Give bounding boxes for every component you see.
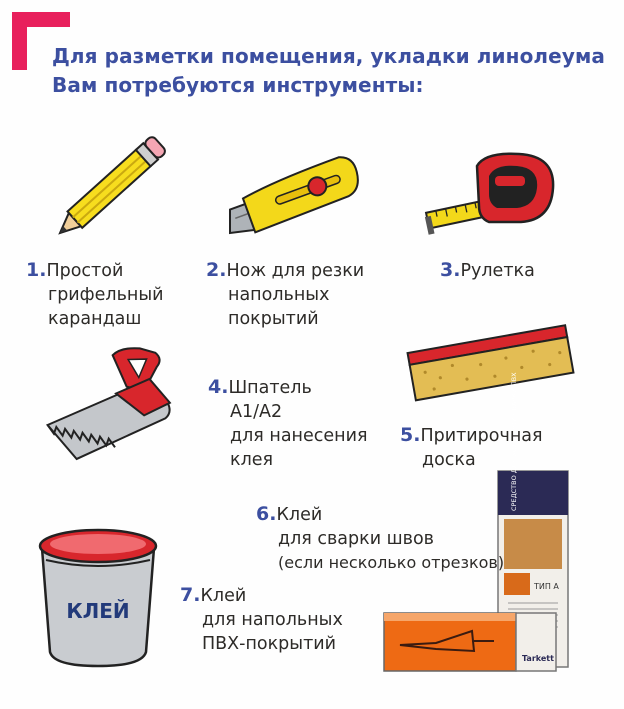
bucket-label: КЛЕЙ <box>66 599 130 623</box>
package-brand: Tarkett <box>522 654 554 663</box>
item-6-line-3: (если несколько отрезков) <box>278 553 505 572</box>
item-7-floor-glue <box>180 583 343 656</box>
item-5-line-2: доска <box>422 450 476 470</box>
item-2-line-2: напольных <box>228 285 330 305</box>
item-7-line-3: ПВХ-покрытий <box>202 634 337 654</box>
item-2-number: 2. <box>206 259 227 281</box>
title-line-1: Для разметки помещения, укладки линолеума <box>52 44 606 68</box>
item-7-line-2: для напольных <box>202 610 343 630</box>
item-6-line-1: Клей <box>276 505 323 525</box>
item-3-line-1: Рулетка <box>460 261 535 281</box>
item-6-number: 6. <box>256 503 277 525</box>
glue-bucket-illustration <box>34 520 164 670</box>
package-box-text: СРЕДСТВО ДЛЯ ХОЛОДНОЙ СВАРКИ ПВХ <box>510 372 518 511</box>
item-6-line-2: для сварки швов <box>278 529 434 549</box>
item-1-line-1: Простой <box>46 261 124 281</box>
item-3-number: 3. <box>440 259 461 281</box>
title-line-2: Вам потребуются инструменты: <box>52 73 424 97</box>
item-5-number: 5. <box>400 424 421 446</box>
pencil-illustration <box>50 145 168 245</box>
item-5-line-1: Притирочная <box>420 426 543 446</box>
knife-illustration <box>222 145 372 245</box>
item-3-tape <box>440 258 535 283</box>
float-board-illustration <box>404 315 574 405</box>
item-1-number: 1. <box>26 259 47 281</box>
item-2-line-3: покрытий <box>228 309 319 329</box>
item-4-number: 4. <box>208 376 229 398</box>
page-title <box>52 42 612 100</box>
notched-trowel-illustration <box>36 350 196 460</box>
item-7-number: 7. <box>180 584 201 606</box>
item-2-line-1: Нож для резки <box>226 261 365 281</box>
item-1-pencil <box>26 258 164 331</box>
item-7-line-1: Клей <box>200 586 247 606</box>
item-1-line-2: грифельный <box>48 285 164 305</box>
item-4-line-4: клея <box>230 450 274 470</box>
item-4-line-2: А1/А2 <box>230 402 283 422</box>
item-5-float-board <box>400 423 543 472</box>
item-4-spatula <box>208 375 367 472</box>
item-1-line-3: карандаш <box>48 309 142 329</box>
item-4-line-1: Шпатель <box>228 378 312 398</box>
item-6-welding-glue <box>256 502 504 575</box>
item-2-knife <box>206 258 364 331</box>
package-type-label: ТИП А <box>534 582 559 591</box>
tape-measure-illustration <box>425 148 565 248</box>
item-4-line-3: для нанесения <box>230 426 368 446</box>
